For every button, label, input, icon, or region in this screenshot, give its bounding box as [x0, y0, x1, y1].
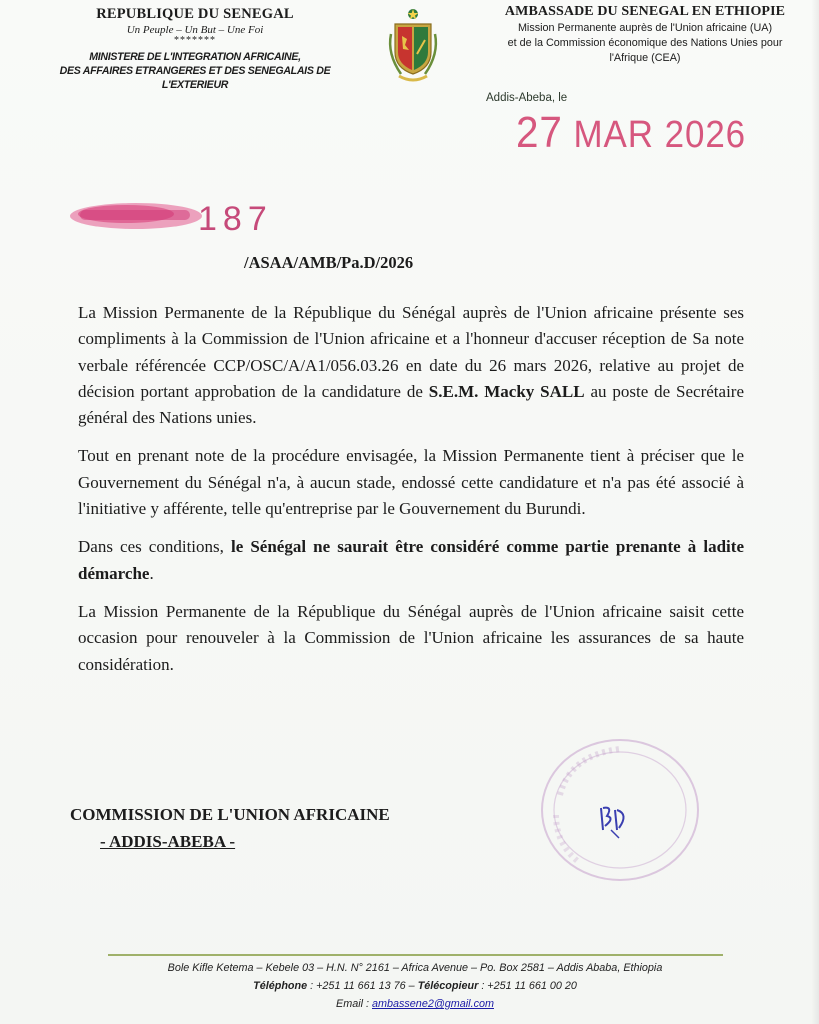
footer-contacts: [100, 977, 730, 995]
phone-number: : +251 11 661 13 76 –: [310, 980, 415, 992]
paragraph-3-start: Dans ces conditions,: [78, 537, 231, 557]
embassy-title: AMBASSADE DU SENEGAL EN ETHIOPIE: [504, 4, 786, 19]
embassy-subtitle-line-3: l'Afrique (CEA): [609, 52, 681, 64]
ministry-name: [30, 50, 360, 92]
star-divider: *******: [174, 35, 216, 46]
page-edge-shadow: [811, 0, 819, 1024]
paragraph-1-text: La Mission Permanente de la République du Sénégal auprès de l'Union africaine présente ses compliments à la Commission de l'Union africaine et a l'honneur d'accuser réception de Sa note verbale référencée CCP/OSC/A/A1/056.03.26 en date du 26 mars 2026, relative au projet de décision portant approbation de la candidature de: [78, 303, 744, 401]
embassy-subtitle-line-1: Mission Permanente auprès de l'Union africaine (UA): [517, 22, 773, 34]
embassy-subtitle: [490, 21, 800, 66]
header-left: [30, 6, 360, 92]
signature-icon: [595, 800, 635, 840]
date-stamp: [516, 108, 746, 158]
email-label: Email :: [336, 998, 369, 1010]
republic-title: REPUBLIQUE DU SENEGAL: [96, 6, 294, 22]
coat-of-arms-icon: [385, 4, 441, 84]
reference-number: 187: [198, 200, 273, 238]
addressee-line-2: - ADDIS-ABEBA -: [100, 832, 236, 851]
footer-email-line: [100, 995, 730, 1013]
phone-label: Téléphone: [253, 980, 308, 992]
national-motto: Un Peuple – Un But – Une Foi: [126, 24, 264, 36]
paragraph-1-end: au poste de Secrétaire général des Nations unies.: [78, 381, 744, 428]
embassy-subtitle-line-2: et de la Commission économique des Nations Unies pour: [507, 37, 783, 49]
fax-number: : +251 11 661 00 20: [481, 980, 577, 992]
paragraph-4: La Mission Permanente de la République du Sénégal auprès de l'Union africaine saisit cette occasion pour renouveler à la Commission de l'Union africaine les assurances de sa haute considération.: [78, 601, 744, 674]
fax-label: Télécopieur: [417, 980, 479, 992]
addressee-line-1: COMMISSION DE L'UNION AFRICAINE: [70, 805, 390, 824]
date-stamp-month-year: MAR 2026: [573, 114, 747, 156]
paragraph-2: Tout en prenant note de la procédure envisagée, la Mission Permanente tient à préciser que le Gouvernement du Sénégal n'a, à aucun stade, endossé cette candidature et n'a pas été associé à l'initiative y afférente, telle qu'entreprise par le Gouvernement du Burundi.: [78, 446, 744, 519]
paragraph-3-end: .: [149, 563, 154, 583]
footer: [100, 959, 730, 1013]
date-stamp-day: 27: [516, 108, 563, 157]
candidate-name: S.E.M. Macky SALL: [428, 381, 585, 401]
ministry-line-2: DES AFFAIRES ETRANGERES ET DES SENEGALAIS DE L'EXTERIEUR: [59, 65, 331, 91]
header-right: [490, 4, 800, 66]
redacted-stamp-icon: [66, 198, 206, 234]
ministry-line-1: MINISTERE DE L'INTEGRATION AFRICAINE,: [89, 51, 301, 63]
addressee: [70, 801, 390, 855]
paragraph-3: [78, 534, 744, 587]
footer-divider: [108, 954, 723, 956]
reference-code: /ASAA/AMB/Pa.D/2026: [244, 253, 414, 272]
footer-address: Bole Kifle Ketema – Kebele 03 – H.N. N° 2161 – Africa Avenue – Po. Box 2581 – Addis Ababa, Ethiopia: [167, 962, 663, 974]
paragraph-3-bold: le Sénégal ne saurait être considéré comme partie prenante à ladite démarche: [78, 537, 744, 583]
letter-body: [78, 300, 744, 690]
email-link[interactable]: ambassene2@gmail.com: [372, 998, 494, 1010]
paragraph-1: [78, 300, 744, 431]
place-label: Addis-Abeba, le: [486, 92, 568, 104]
